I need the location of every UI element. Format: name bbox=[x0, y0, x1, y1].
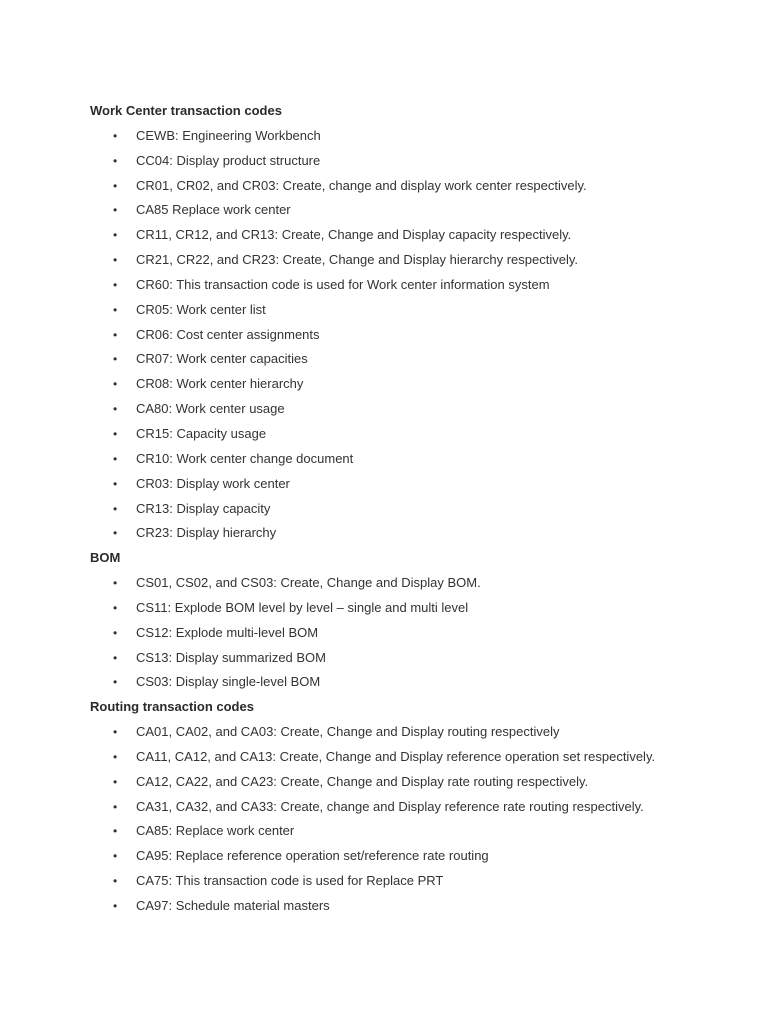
section-bom bbox=[90, 546, 730, 695]
bullet-icon: • bbox=[113, 824, 118, 839]
bullet-icon: • bbox=[113, 253, 118, 268]
list-item-text: CR06: Cost center assignments bbox=[136, 326, 320, 342]
list-item-text: CR05: Work center list bbox=[136, 301, 266, 317]
list-item-text: CA85 Replace work center bbox=[136, 202, 291, 218]
list-item-text: CS03: Display single-level BOM bbox=[136, 674, 321, 690]
bullet-icon: • bbox=[113, 476, 118, 491]
bullet-icon: • bbox=[113, 526, 118, 541]
list-item bbox=[90, 596, 730, 621]
list-item-text: CS13: Display summarized BOM bbox=[136, 649, 326, 665]
list-item bbox=[90, 347, 730, 372]
document-content bbox=[90, 99, 730, 919]
section-work-center bbox=[90, 99, 730, 546]
bullet-icon: • bbox=[113, 799, 118, 814]
list-item bbox=[90, 621, 730, 646]
bullet-icon: • bbox=[113, 625, 118, 640]
code-list bbox=[90, 720, 730, 919]
list-item-text: CEWB: Engineering Workbench bbox=[136, 127, 321, 143]
list-item bbox=[90, 372, 730, 397]
list-item-text: CA01, CA02, and CA03: Create, Change and Display routing respectively bbox=[136, 724, 560, 740]
list-item-text: CS11: Explode BOM level by level – single and multi level bbox=[136, 599, 469, 615]
bullet-icon: • bbox=[113, 874, 118, 889]
bullet-icon: • bbox=[113, 849, 118, 864]
list-item bbox=[90, 497, 730, 522]
list-item bbox=[90, 869, 730, 894]
list-item-text: CR21, CR22, and CR23: Create, Change and Display hierarchy respectively. bbox=[136, 252, 578, 268]
list-item-text: CR01, CR02, and CR03: Create, change and display work center respectively. bbox=[136, 177, 587, 193]
list-item bbox=[90, 174, 730, 199]
list-item bbox=[90, 223, 730, 248]
list-item-text: CA31, CA32, and CA33: Create, change and Display reference rate routing respectively. bbox=[136, 798, 644, 814]
list-item-text: CA75: This transaction code is used for Replace PRT bbox=[136, 873, 444, 889]
list-item-text: CR23: Display hierarchy bbox=[136, 525, 277, 541]
list-item bbox=[90, 248, 730, 273]
list-item bbox=[90, 571, 730, 596]
code-list bbox=[90, 571, 730, 695]
bullet-icon: • bbox=[113, 600, 118, 615]
list-item-text: CA12, CA22, and CA23: Create, Change and Display rate routing respectively. bbox=[136, 773, 589, 789]
list-item bbox=[90, 397, 730, 422]
list-item-text: CR10: Work center change document bbox=[136, 450, 354, 466]
list-item bbox=[90, 894, 730, 919]
list-item-text: CS12: Explode multi-level BOM bbox=[136, 624, 319, 640]
bullet-icon: • bbox=[113, 153, 118, 168]
code-list bbox=[90, 124, 730, 546]
bullet-icon: • bbox=[113, 650, 118, 665]
list-item-text: CA80: Work center usage bbox=[136, 401, 285, 417]
bullet-icon: • bbox=[113, 228, 118, 243]
list-item-text: CR11, CR12, and CR13: Create, Change and Display capacity respectively. bbox=[136, 227, 572, 243]
list-item bbox=[90, 472, 730, 497]
list-item bbox=[90, 646, 730, 671]
list-item-text: CR15: Capacity usage bbox=[136, 425, 267, 441]
list-item bbox=[90, 819, 730, 844]
list-item bbox=[90, 422, 730, 447]
list-item bbox=[90, 298, 730, 323]
list-item-text: CR07: Work center capacities bbox=[136, 351, 308, 367]
bullet-icon: • bbox=[113, 675, 118, 690]
list-item bbox=[90, 670, 730, 695]
bullet-icon: • bbox=[113, 451, 118, 466]
section-routing bbox=[90, 695, 730, 919]
bullet-icon: • bbox=[113, 352, 118, 367]
list-item bbox=[90, 124, 730, 149]
bullet-icon: • bbox=[113, 203, 118, 218]
bullet-icon: • bbox=[113, 426, 118, 441]
bullet-icon: • bbox=[113, 402, 118, 417]
list-item bbox=[90, 745, 730, 770]
list-item bbox=[90, 149, 730, 174]
bullet-icon: • bbox=[113, 501, 118, 516]
list-item-text: CA11, CA12, and CA13: Create, Change and Display reference operation set respectively. bbox=[136, 748, 656, 764]
list-item-text: CR08: Work center hierarchy bbox=[136, 376, 304, 392]
bullet-icon: • bbox=[113, 749, 118, 764]
bullet-icon: • bbox=[113, 576, 118, 591]
section-heading: Routing transaction codes bbox=[90, 699, 254, 715]
list-item-text: CA85: Replace work center bbox=[136, 823, 295, 839]
list-item-text: CC04: Display product structure bbox=[136, 152, 321, 168]
list-item bbox=[90, 198, 730, 223]
list-item bbox=[90, 795, 730, 820]
list-item-text: CA97: Schedule material masters bbox=[136, 898, 330, 913]
section-heading: Work Center transaction codes bbox=[90, 103, 282, 118]
bullet-icon: • bbox=[113, 899, 118, 913]
list-item-text: CR03: Display work center bbox=[136, 475, 290, 491]
list-item-text: CR13: Display capacity bbox=[136, 500, 271, 516]
list-item bbox=[90, 720, 730, 745]
bullet-icon: • bbox=[113, 725, 118, 740]
bullet-icon: • bbox=[113, 277, 118, 292]
list-item bbox=[90, 521, 730, 546]
list-item bbox=[90, 844, 730, 869]
bullet-icon: • bbox=[113, 302, 118, 317]
section-heading: BOM bbox=[90, 550, 121, 566]
list-item-text: CA95: Replace reference operation set/reference rate routing bbox=[136, 848, 489, 864]
bullet-icon: • bbox=[113, 774, 118, 789]
list-item-text: CS01, CS02, and CS03: Create, Change and Display BOM. bbox=[136, 575, 481, 591]
list-item bbox=[90, 323, 730, 348]
bullet-icon: • bbox=[113, 178, 118, 193]
list-item bbox=[90, 770, 730, 795]
bullet-icon: • bbox=[113, 327, 118, 342]
bullet-icon: • bbox=[113, 128, 118, 143]
bullet-icon: • bbox=[113, 377, 118, 392]
list-item bbox=[90, 447, 730, 472]
list-item-text: CR60: This transaction code is used for Work center information system bbox=[136, 276, 550, 292]
list-item bbox=[90, 273, 730, 298]
